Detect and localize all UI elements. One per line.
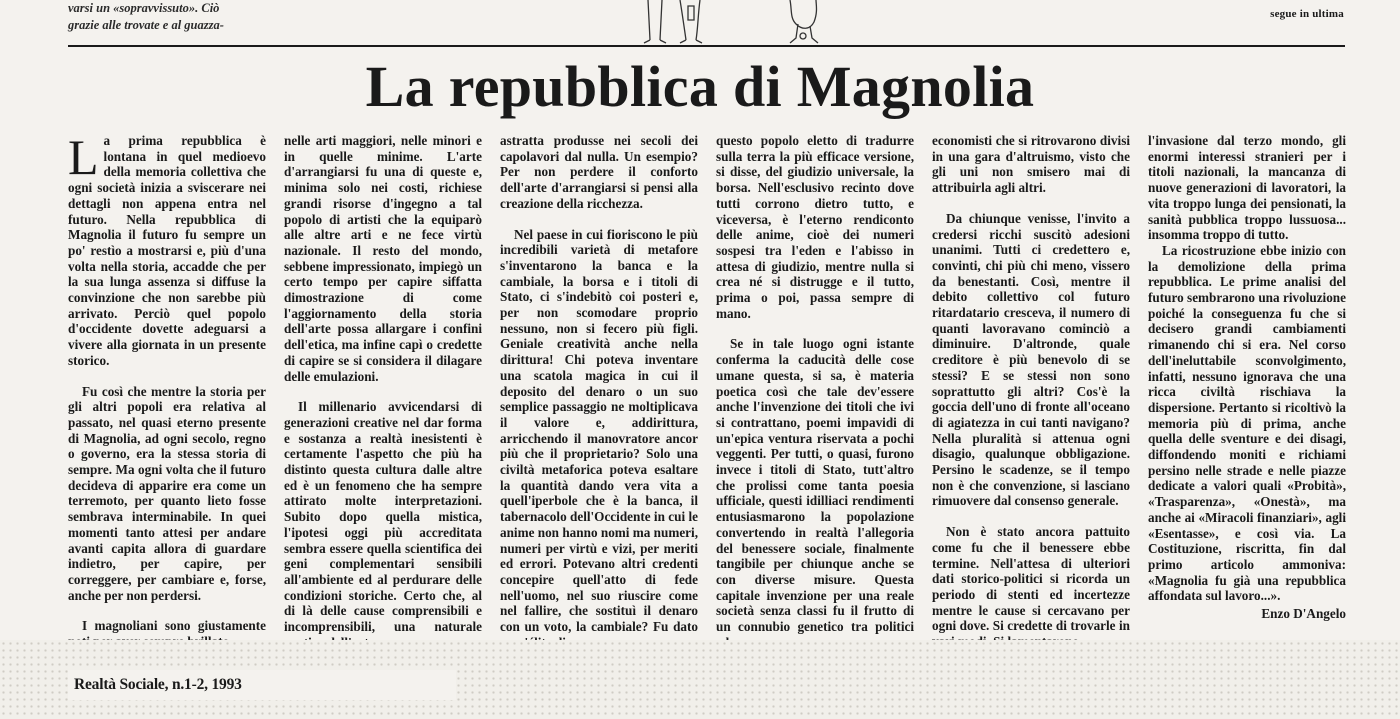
issue-info: , n.1-2, 1993 <box>164 676 242 693</box>
publication-name: Realtà Sociale <box>74 676 165 693</box>
column-6 <box>1148 133 1346 628</box>
paragraph: Se in tale luogo ogni istante conferma la caducità delle cose umane questa, si sa, è materia poetica così che tale dev'essere anche l'invenzione dei titoli che ivi si contrattano, poemi impavidi di un'epica ventura riservata a pochi veggenti. Per tutti, o quasi, furono invece i titoli di Stato, tutt'altro che prolissi come tanta poesia ufficiale, questi idilliaci rendimenti entusiasmarono la popolazione convertendo in realtà l'allegoria del benessere sociale, finalmente tangibile per chiunque anche se con diverse misure. Questa capitale invenzione per una reale società senza classi fu il frutto di un connubio genetico tra politici <box>716 336 914 635</box>
previous-article-fragment <box>68 0 308 34</box>
header-rule <box>68 45 1345 47</box>
paragraph: Nel paese in cui fioriscono le più incredibili varietà di metafore s'inventarono la banca e la cambiale, la borsa e i titoli di Stato, ci s'indebitò coi posteri e, per non scomodare proprio nessuno, non si fecero più figli. Geniale creatività anche nella dirittura! Chi poteva inventare una scatola magica in cui il deposito del denaro o un suo semplice passaggio ne moltiplicava il valore e, addirittura, arricchendo il manovratore ancor più che il proprietario? Solo una civiltà metaforica poteva esaltare la quantità dando vera vita a quell'iperbole che è la banca, il tabernacolo dell'Occidente in cui le anime non hanno nomi ma numeri, numeri per virtù e vizi, per meriti ed errori. Potevano altri credenti concepire quell'atto di fede nell'uomo, nel suo riuscire come nel fallire, che sostituì il denaro con un voto, la cambiale? Fu dato <box>500 226 698 635</box>
column-1 <box>68 129 266 634</box>
paragraph: questo popolo eletto di tradurre sulla terra la più efficace versione, si disse, del giudizio universale, la borsa. Nell'esclusivo recinto dove tutti corrono dietro tutto, e viceversa, è l'eterno rendiconto delle anime, cioè dei numeri sospesi tra l'eden e l'abisso in attesa di giudizio, mentre nulla si crea né si distrugge e il tutto, prima o poi, passa sempre di mano. <box>716 133 914 321</box>
drop-cap: L <box>68 129 99 185</box>
column-2 <box>284 133 482 635</box>
paragraph: I magnoliani sono giustamente <box>82 618 266 634</box>
continued-note: segue in ultima <box>1270 8 1344 20</box>
paragraph: Il millenario avvicendarsi di generazioni creative nel dar forma e sostanza a realtà inesistenti è certamente l'aspetto che più ha distinto questa cultura dalle altre ed è un fenomeno che ha sempre attirato molte interpretazioni. Subito dopo quella mistica, l'ipotesi oggi più accreditata sembra essere quella scientifica dei geni complementari sensibili all'ambiente ed al perdurare delle condizioni storiche. Certo che, al di là delle cause comprensibili e incomprensibili, una naturale <box>284 399 482 635</box>
paragraph-text: a prima repubblica è lontana in quel medioevo della memoria collettiva che ogni società inizia a sviscerare nei dettagli non appena entra nel futuro. Nella repubblica di Magnolia il futuro fu sempre un po' restìo a mostrarsi e, più d'una volta nella storia, accadde che per la sua lunga assenza si diffuse la convinzione che non sarebbe più arrivato. Perciò quel popolo d'occidente dovette adeguarsi a vivere alla giornata in un presente storico. <box>68 133 266 368</box>
paragraph: Non è stato ancora pattuito come fu che il benessere ebbe termine. Nell'attesa di ulteriori dati storico-politici si ricorda un periodo di stenti ed incertezze mentre le cause si cercavano per ogni dove. Si credette di trovarle in <box>932 524 1130 634</box>
source-caption <box>74 676 242 694</box>
fragment-line: varsi un «sopravvissuto». Ciò <box>68 1 220 15</box>
paragraph: nelle arti maggiori, nelle minori e in quelle minime. L'arte d'arrangiarsi fu una di queste e, minima solo nei costi, richiese grandi risorse d'ingegno a tal popolo di artisti che la equiparò alle altre arti e ne fece virtù nazionale. Il resto del mondo, sebbene impressionato, impiegò un certo tempo per capire siffatta dimostrazione di come l'aggiornamento della storia dell'arte possa allargare i confini dell'etica, ma infine capì o credette di capire se si considera il dilagare delle emulazioni. <box>284 133 482 384</box>
fragment-line: grazie alle trovate e al guazza- <box>68 18 224 32</box>
author-signature: Enzo D'Angelo <box>1261 606 1346 622</box>
paragraph: Da chiunque venisse, l'invito a credersi ricchi suscitò adesioni unanimi. Tutti ci credettero e, convinti, chi più chi meno, vissero da benestanti. Così, mentre il debito collettivo col futuro ritardatario cresceva, il numero di quanti lavoravano cominciò a diminuire. D'altronde, quale creditore è più benevolo di se stessi? E se stessi non sono soprattutto gli altri? Cos'è la goccia dell'uno di fronte all'oceano di agiatezza in cui tanti navigano? Nella pluralità si attenua ogni disagio, qualunque obbligazione. Persino le scadenze, se il tempo non è che convenzione, si lasciano rimuovere dal consenso generale. <box>932 210 1130 509</box>
paragraph: l'invasione dal terzo mondo, gli enormi interessi stranieri per i titoli nazionali, la mancanza di nuove generazioni di lavoratori, la vita troppo lunga dei pensionati, la sanità pubblica troppo lussuosa... insomma troppo di tutto. <box>1148 133 1346 243</box>
column-5 <box>932 133 1130 634</box>
article-title: La repubblica di Magnolia <box>365 54 1035 119</box>
paragraph: economisti che si ritrovarono divisi in una gara d'altruismo, visto che gli uni non smisero mai di attribuirla agli altri. <box>932 133 1130 196</box>
paragraph: La ricostruzione ebbe inizio con la demolizione della prima repubblica. Le prime analisi del futuro sembrarono una rivoluzione poiché la conseguenza fu che si decisero grandi cambiamenti rimanendo chi si era. Nel corso dell'ineluttabile sconvolgimento, infatti, nessuno ignorava che una ricca civiltà rischiava la dispersione. Pertanto si ricoltivò la memoria più di prima, anche quella delle sventure e dei disagi, diffondendo moniti e richiami persino nelle strade e nelle piazze dedicate a valori quali «Probità», «Trasparenza», «Onestà», ma anche ai «Miracoli finanziari», agli «Esentasse», e così via. La Costituzione, riscritta, fin dal primo articolo ammoniva: «Magnolia fu già una repubblica affondata sul lavoro...». <box>1148 242 1346 604</box>
paragraph: astratta produsse nei secoli dei capolavori dal nulla. Un esempio? Per non perdere il conforto dell'arte d'arrangiarsi si pensi alla creazione della ricchezza. <box>500 133 698 211</box>
cartoon-illustration <box>640 0 840 44</box>
column-3 <box>500 133 698 635</box>
column-4 <box>716 133 914 635</box>
paragraph <box>68 129 266 369</box>
paragraph: Fu così che mentre la storia per gli altri popoli era relativa al passato, nel quasi eterno presente di Magnolia, ad ogni secolo, regno o governo, era la stessa storia di sempre. Ma ogni volta che il futuro decideva di apparire era come un terremoto, per quanto lieto fosse sembrava interminabile. In quei momenti tanto attesi per andare avanti capita allora di guardare indietro, per capire, per correggere, per cambiare e, forse, anche per non perdersi. <box>68 383 266 603</box>
article-body <box>68 129 1348 635</box>
